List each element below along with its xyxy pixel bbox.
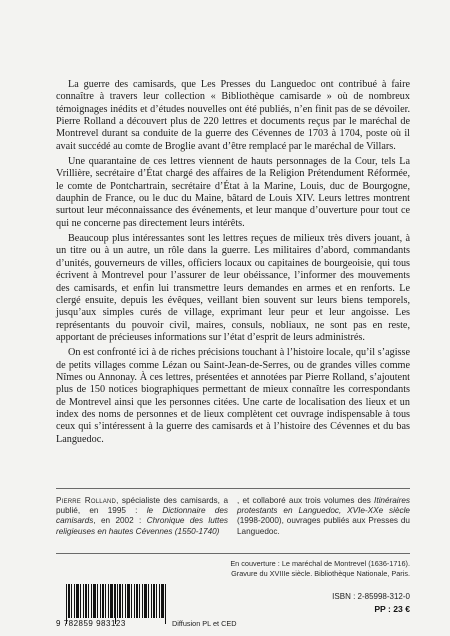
paragraph-2: Une quarantaine de ces lettres viennent de hauts personnages de la Cour, tels La Vrillière, secrétaire d’État chargé des affaires de la Religion Prétendument Réformée, le comte de Pontchartrain, secrétaire d’État à la Marine, Louis, duc de Bourgogne, dauphin de France, ou le duc du Maine, bâtard de Louis XIV. Leurs lettres montrent surtout leur méconnaissance des événements, et leur manque d’ouverture pour tout ce qui ne concerne pas directement leurs intérêts. [56, 156, 410, 229]
isbn: ISBN : 2-85998-312-0 [332, 592, 410, 601]
book-title-2: Chronique des luttes religieuses en hautes Cévennes (1550-1740) [56, 516, 228, 536]
author-bio-left [56, 496, 228, 537]
paragraph-3: Beaucoup plus intéressantes sont les lettres reçues de milieux très divers jouant, à un titre ou à un autre, un rôle dans la guerre. Les militaires d’abord, commandants d’unités, gouverneurs de villes, officiers locaux ou capitaines de bourgeoisie, qui tous écrivent à Montrevel pour l’assurer de leur obéissance, l’informer des mouvements des camisards, et enfin lui transmettre leurs demandes en armes et en renforts. Le clergé ensuite, depuis les évêques, veillant bien souvent sur leurs biens temporels, jusqu’aux simples curés de village, exprimant leur peur et leur angoisse. Les représentants du pouvoir civil, maires, consuls, nobliaux, ne sont pas en reste, apportant de précieuses informations sur l’état d’esprit de leurs administrés. [56, 233, 410, 343]
price: PP : 23 € [374, 604, 410, 614]
author-name: Pierre Rolland [56, 496, 117, 505]
bio-text-2: , en 2002 : [93, 516, 147, 526]
barcode-guard-right [165, 584, 166, 624]
paragraph-1: La guerre des camisards, que Les Presses du Languedoc ont contribué à faire connaître à travers leur collection « Bibliothèque camisarde » où de nombreux témoignages inédits et d’études nouvelles ont été publiés, n’en finit pas de se dévoiler. Pierre Rolland a découvert plus de 220 lettres et documents reçus par le maréchal de Montrevel durant sa conduite de la guerre des Cévennes de 1703 à 1704, poste où il avait succédé au comte de Broglie avant d’être remplacé par le maréchal de Villars. [56, 79, 410, 152]
barcode-bars [66, 584, 166, 618]
barcode-number: 9 782859 983123 [56, 619, 126, 628]
bio-text-3: , et collaboré aux trois volumes des [237, 496, 375, 505]
barcode-guard-center [115, 584, 116, 624]
book-title-1: le Dictionnaire des camisards [56, 506, 228, 526]
bio-text-1: , spécialiste des camisards, a publié, en 1995 : [56, 496, 229, 516]
divider-bottom [56, 553, 410, 554]
distribution-label: Diffusion PL et CED [172, 619, 237, 628]
cover-credit-line-2: Gravure du XVIIIe siècle. Bibliothèque Nationale, Paris. [231, 568, 410, 578]
book-title-3: Itinéraires protestants en Languedoc, XVIe-XXe siècle [237, 496, 410, 516]
divider-top [56, 488, 410, 489]
cover-credit-line-1: En couverture : Le maréchal de Montrevel (1636-1716). [230, 559, 410, 568]
author-bio-right [237, 496, 410, 537]
cover-credit [110, 559, 410, 578]
barcode [56, 584, 170, 630]
bio-text-4: (1998-2000), ouvrages publiés aux Presses du Languedoc. [237, 516, 410, 536]
summary-text [56, 79, 410, 449]
paragraph-4: On est confronté ici à de riches précisions touchant à l’histoire locale, qu’il s’agisse de petits villages comme Lézan ou Saint-Jean-de-Serres, ou de grandes villes comme Nîmes ou Annonay. À ces lettres, présentées et annotées par Pierre Rolland, s’ajoutent plus de 150 notices biographiques permettant de mieux connaître les correspondants de Montrevel ainsi que les personnes citées. Une carte de localisation des lieux et un index des noms de personnes et de lieux complètent cet ouvrage indispensable à tous ceux qui s’intéressent à la guerre des camisards et à l’histoire des Cévennes et du bas Languedoc. [56, 347, 410, 445]
